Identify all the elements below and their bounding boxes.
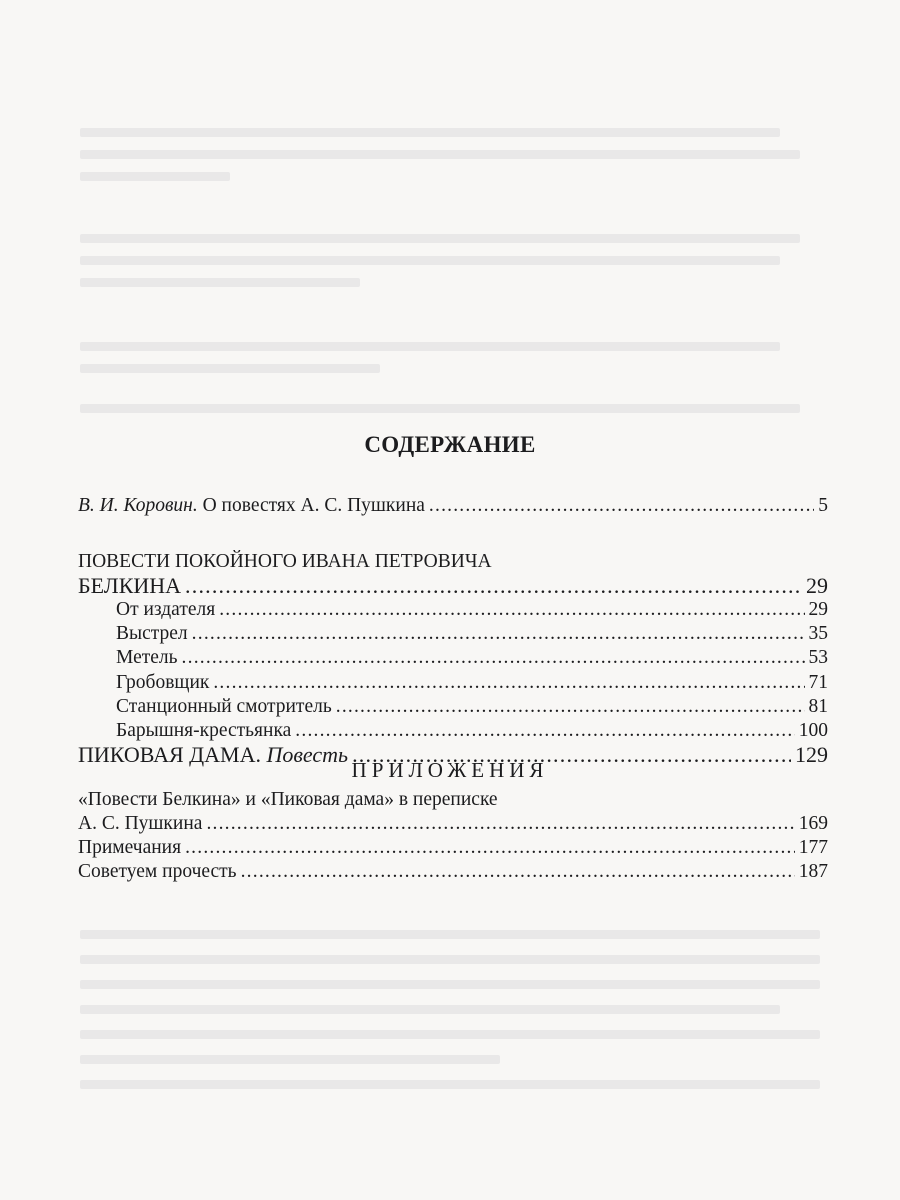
dot-leader (192, 622, 805, 645)
page-number: 129 (795, 742, 828, 767)
toc-entry-intro[interactable] (78, 494, 828, 517)
dot-leader (295, 719, 794, 742)
page-number: 29 (806, 573, 828, 598)
toc-entry-sub[interactable] (116, 598, 828, 621)
entry-title: Гробовщик (116, 672, 210, 693)
entry-title: Примечания (78, 837, 182, 858)
dot-leader (429, 494, 814, 517)
toc-entry-belkin[interactable] (78, 574, 828, 597)
toc-entry-notes[interactable] (78, 836, 828, 859)
entry-title: Метель (116, 647, 178, 668)
appendix-heading: ПРИЛОЖЕНИЯ (351, 758, 549, 782)
page-number: 71 (808, 672, 828, 693)
correspondence-line1: «Повести Белкина» и «Пиковая дама» в переписке (78, 789, 498, 810)
page-number: 53 (808, 647, 828, 668)
queen-subtitle: Повесть (266, 742, 349, 767)
entry-title: Выстрел (116, 623, 188, 644)
page-number: 187 (798, 861, 828, 882)
dot-leader (182, 646, 805, 669)
belkin-title-line2: БЕЛКИНА (78, 573, 182, 598)
toc-entry-sub[interactable] (116, 719, 828, 742)
toc-entry-sub[interactable] (116, 622, 828, 645)
entry-title: От издателя (116, 599, 216, 620)
page-number: 169 (798, 813, 828, 834)
belkin-title-line1: ПОВЕСТИ ПОКОЙНОГО ИВАНА ПЕТРОВИЧА (78, 551, 492, 572)
toc-entry-sub[interactable] (116, 646, 828, 669)
page-number: 29 (808, 599, 828, 620)
toc-title: СОДЕРЖАНИЕ (364, 432, 536, 457)
toc-entry-sub[interactable] (116, 671, 828, 694)
intro-author: В. И. Коровин. (78, 495, 198, 516)
dot-leader (213, 671, 804, 694)
dot-leader (241, 860, 795, 883)
queen-title: ПИКОВАЯ ДАМА. (78, 742, 261, 767)
dot-leader (219, 598, 804, 621)
toc-entry-correspondence[interactable] (78, 812, 828, 835)
entry-title: Станционный смотритель (116, 696, 332, 717)
page-number: 5 (818, 495, 828, 516)
page-number: 177 (798, 837, 828, 858)
dot-leader (185, 836, 795, 859)
dot-leader (336, 695, 805, 718)
page-number: 81 (808, 696, 828, 717)
entry-title: А. С. Пушкина (78, 813, 203, 834)
entry-title: Барышня-крестьянка (116, 720, 292, 741)
page-number: 35 (808, 623, 828, 644)
intro-title: О повестях А. С. Пушкина (202, 495, 425, 516)
dot-leader (206, 812, 794, 835)
page-number: 100 (798, 720, 828, 741)
toc-entry-sub[interactable] (116, 695, 828, 718)
dot-leader (185, 574, 802, 597)
toc-entry-reading[interactable] (78, 860, 828, 883)
entry-title: Советуем прочесть (78, 861, 237, 882)
